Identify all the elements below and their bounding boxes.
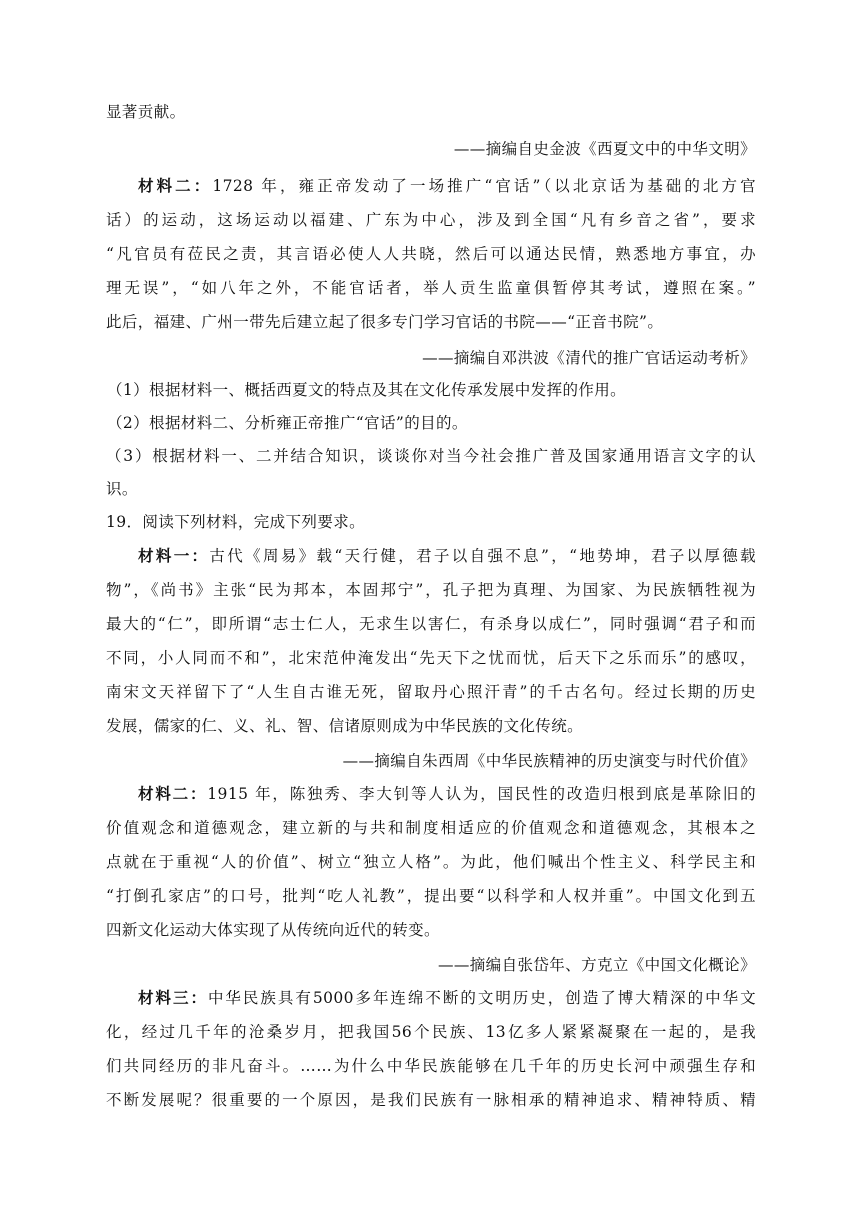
text-line: 四新文化运动大体实现了从传统向近代的转变。 [106,921,440,939]
material-label: 材料二： [138,176,213,195]
material-paragraph-start [138,782,756,806]
material-text: 1915 年，陈独秀、李大钊等人认为，国民性的改造归根到底是革除旧的 [207,785,756,803]
text-line: 识。 [106,480,138,498]
source-citation: ——摘编自张岱年、方克立《中国文化概论》 [437,956,756,974]
material-label: 材料二： [138,784,208,803]
text-line: 理无误”，“如八年之外，不能官话者，举人贡生监童俱暂停其考试，遵照在案。” [106,279,756,297]
material-paragraph-start [138,544,756,568]
text-line: 不断发展呢？很重要的一个原因，是我们民族有一脉相承的精神追求、精神特质、精 [106,1091,756,1109]
text-line: 物”，《尚书》主张“民为邦本，本固邦宁”，孔子把为真理、为国家、为民族牺牲视为 [106,581,756,599]
material-text: 古代《周易》载“天行健，君子以自强不息”，“地势坤，君子以厚德载 [209,547,757,565]
text-line: “凡官员有莅民之责，其言语必使人人共晓，然后可以通达民情，熟悉地方事宜，办 [106,245,756,263]
text-line: 话）的运动，这场运动以福建、广东为中心，涉及到全国“凡有乡音之省”，要求 [106,211,756,229]
text-line: 发展，儒家的仁、义、礼、智、信诸原则成为中华民族的文化传统。 [106,717,584,735]
text-line: 此后，福建、广州一带先后建立起了很多专门学习官话的书院——“正音书院”。 [106,313,664,331]
material-paragraph-start [138,986,756,1010]
question-item: （1）根据材料一、概括西夏文的特点及其在文化传承发展中发挥的作用。 [107,381,627,399]
question-item: （2）根据材料二、分析雍正帝推广“官话”的目的。 [107,414,468,432]
text-line: 不同，小人同而不和”，北宋范仲淹发出“先天下之忧而忧，后天下之乐而乐”的感叹， [106,649,756,667]
source-citation: ——摘编自史金波《西夏文中的中华文明》 [453,140,756,158]
text-line: 们共同经历的非凡奋斗。……为什么中华民族能够在几千年的历史长河中顽强生存和 [106,1057,756,1075]
material-label: 材料三： [138,988,208,1007]
text-line: 价值观念和道德观念，建立新的与共和制度相适应的价值观念和道德观念，其根本之 [106,819,756,837]
source-citation: ——摘编自邓洪波《清代的推广官话运动考析》 [422,349,756,367]
text-line: “打倒孔家店”的口号，批判“吃人礼教”，提出要“以科学和人权并重”。中国文化到五 [106,887,756,905]
text-line: 最大的“仁”，即所谓“志士仁人，无求生以害仁，有杀身以成仁”，同时强调“君子和而 [106,615,756,633]
material-text: 1728 年，雍正帝发动了一场推广“官话”（以北京话为基础的北方官 [212,177,756,195]
text-line: 显著贡献。 [106,103,186,121]
text-line: 化，经过几千年的沧桑岁月，把我国56个民族、13亿多人紧紧凝聚在一起的，是我 [106,1023,756,1041]
source-citation: ——摘编自朱西周《中华民族精神的历史演变与时代价值》 [342,752,756,770]
material-text: 中华民族具有5000多年连绵不断的文明历史，创造了博大精深的中华文 [207,989,756,1007]
question-heading: 19．阅读下列材料，完成下列要求。 [106,513,366,531]
material-label: 材料一： [138,546,210,565]
material-paragraph-start [138,174,756,198]
text-line: 点就在于重视“人的价值”、树立“独立人格”。为此，他们喊出个性主义、科学民主和 [106,853,756,871]
text-line: 南宋文天祥留下了“人生自古谁无死，留取丹心照汗青”的千古名句。经过长期的历史 [106,683,756,701]
question-item: （3）根据材料一、二并结合知识，谈谈你对当今社会推广普及国家通用语言文字的认 [106,447,756,465]
